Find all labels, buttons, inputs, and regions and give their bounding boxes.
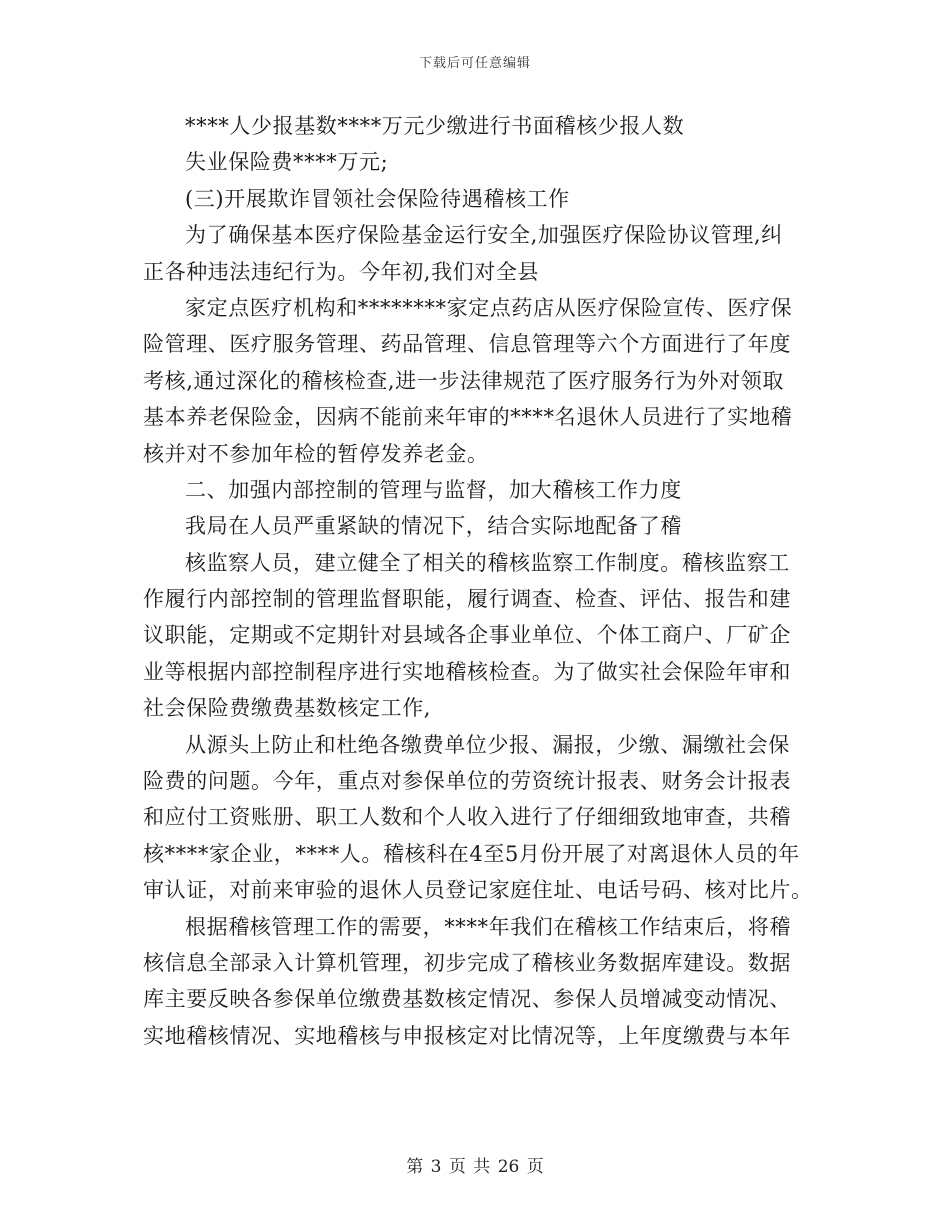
- text-line: 核信息全部录入计算机管理，初步完成了稽核业务数据库建设。数据: [143, 950, 791, 975]
- text-line: 基本养老保险金，因病不能前来年审的****名退休人员进行了实地稽: [143, 405, 793, 430]
- text-line: 从源头上防止和杜绝各缴费单位少报、漏报，少缴、漏缴社会保: [185, 732, 790, 757]
- text-line: 我局在人员严重紧缺的情况下，结合实际地配备了稽: [185, 514, 682, 539]
- text-line: 核并对不参加年检的暂停发养老金。: [143, 441, 489, 466]
- text-line: 家定点医疗机构和********家定点药店从医疗保险宣传、医疗保: [185, 295, 793, 320]
- text-line: 二、加强内部控制的管理与监督，加大稽核工作力度: [185, 477, 682, 502]
- text-line: 议职能，定期或不定期针对县域各企事业单位、个体工商户、厂矿企: [143, 623, 791, 648]
- text-line: 根据稽核管理工作的需要，****年我们在稽核工作结束后，将稽: [185, 914, 791, 939]
- text-line: 实地稽核情况、实地稽核与申报核定对比情况等，上年度缴费与本年: [143, 1023, 791, 1048]
- text-line: 作履行内部控制的管理监督职能，履行调查、检查、评估、报告和建: [143, 587, 791, 612]
- text-line: 审认证，对前来审验的退休人员登记家庭住址、电话号码、核对比片。: [143, 878, 813, 903]
- text-line: (三)开展欺诈冒领社会保险待遇稽核工作: [185, 186, 570, 211]
- document-body: [143, 108, 813, 1054]
- page-header: 下载后可任意编辑: [418, 56, 531, 71]
- text-line: 失业保险费****万元;: [185, 150, 389, 175]
- text-line: 库主要反映各参保单位缴费基数核定情况、参保人员增减变动情况、: [143, 987, 791, 1012]
- text-line: 险管理、医疗服务管理、药品管理、信息管理等六个方面进行了年度: [143, 332, 791, 357]
- text-line: ****人少报基数****万元少缴进行书面稽核少报人数: [185, 114, 685, 138]
- text-line: 社会保险费缴费基数核定工作,: [143, 696, 432, 721]
- text-line: 业等根据内部控制程序进行实地稽核检查。为了做实社会保险年审和: [143, 659, 791, 684]
- text-line: 考核,通过深化的稽核检查,进一步法律规范了医疗服务行为外对领取: [143, 368, 784, 393]
- text-line: 正各种违法违纪行为。今年初,我们对全县: [143, 259, 540, 284]
- text-line: 险费的问题。今年，重点对参保单位的劳资统计报表、财务会计报表: [143, 769, 791, 794]
- text-line: 和应付工资账册、职工人数和个人收入进行了仔细细致地审查，共稽: [143, 805, 791, 830]
- page-footer: 第 3 页 共 26 页: [406, 1157, 544, 1177]
- text-line: 核****家企业，****人。稽核科在4至5月份开展了对离退休人员的年: [143, 841, 800, 866]
- text-line: 为了确保基本医疗保险基金运行安全,加强医疗保险协议管理,纠: [185, 223, 783, 248]
- text-line: 核监察人员，建立健全了相关的稽核监察工作制度。稽核监察工: [185, 550, 790, 575]
